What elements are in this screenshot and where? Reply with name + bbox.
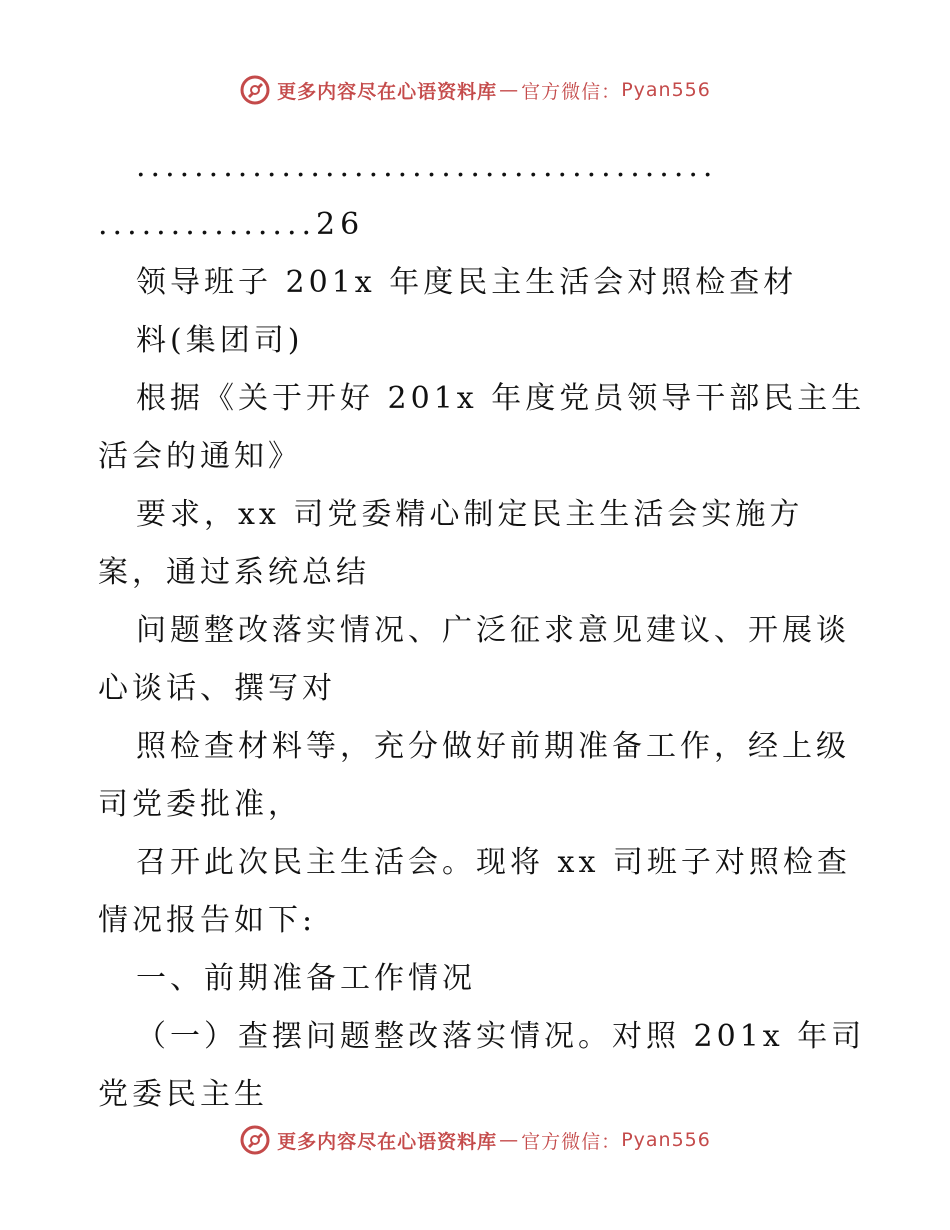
header-watermark (0, 70, 950, 110)
paragraph-line: 领导班子 201x 年度民主生活会对照检查材 (136, 265, 798, 300)
document-body (98, 138, 866, 1124)
paragraph-line: 情况报告如下: (98, 903, 317, 938)
toc-page-number: 26 (316, 207, 365, 242)
toc-dots: ........................................ (136, 149, 718, 184)
footer-watermark (0, 1120, 950, 1160)
paragraph-line: 召开此次民主生活会。现将 xx 司班子对照检查 (136, 845, 851, 880)
watermark-separator: — (499, 79, 520, 101)
paragraph-line: 案，通过系统总结 (98, 555, 370, 590)
watermark-wechat-id: Pyan556 (621, 1129, 711, 1151)
watermark-site-name: 更多内容尽在心语资料库 (277, 1130, 498, 1153)
paragraph-line: 问题整改落实情况、广泛征求意见建议、开展谈 (136, 613, 850, 648)
paragraph-line: 料(集团司) (136, 323, 304, 358)
paragraph-line: 照检查材料等，充分做好前期准备工作，经上级 (136, 729, 850, 764)
paragraph-line: 根据《关于开好 201x 年度党员领导干部民主生 (136, 381, 866, 416)
toc-entry-line (98, 196, 858, 254)
quill-logo-icon (239, 74, 271, 106)
watermark-separator: — (499, 1129, 520, 1151)
paragraph-line: 心谈话、撰写对 (98, 671, 336, 706)
paragraph-line: 要求，xx 司党委精心制定民主生活会实施方 (136, 497, 804, 532)
watermark-official-label: 官方微信： (521, 1130, 622, 1153)
section-heading: 一、前期准备工作情况 (136, 961, 476, 996)
quill-logo-icon (239, 1124, 271, 1156)
watermark-official-label: 官方微信： (521, 80, 622, 103)
toc-dots-line (98, 138, 858, 196)
paragraph-line: 党委民主生 (98, 1077, 268, 1112)
watermark-site-name: 更多内容尽在心语资料库 (277, 80, 498, 103)
paragraph-line: 活会的通知》 (98, 439, 302, 474)
toc-dots: ............... (98, 207, 317, 242)
paragraph-line: 司党委批准， (98, 787, 302, 822)
paragraph-line: （一）查摆问题整改落实情况。对照 201x 年司 (136, 1019, 866, 1054)
watermark-wechat-id: Pyan556 (621, 79, 711, 101)
